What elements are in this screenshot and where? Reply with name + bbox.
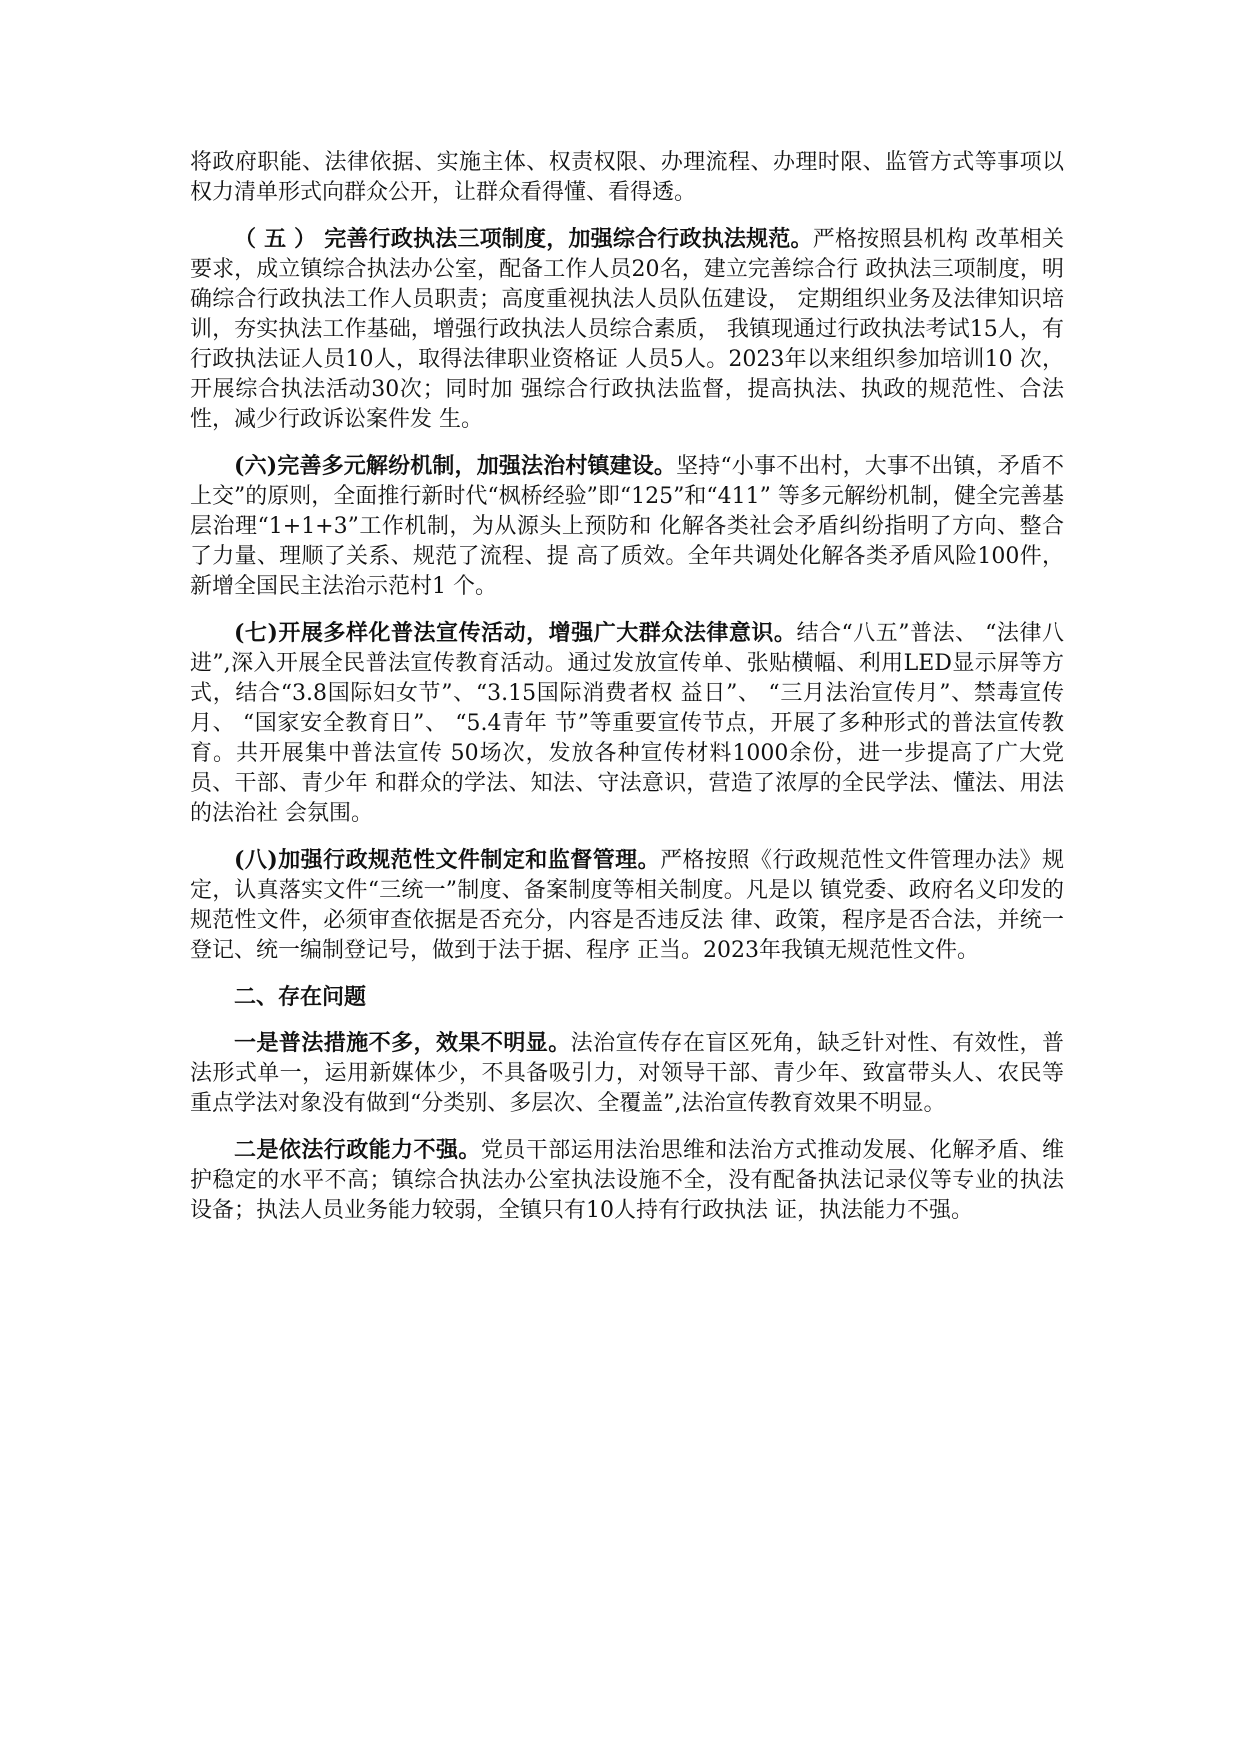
problems-heading: 二、存在问题 bbox=[234, 984, 367, 1010]
document-page bbox=[190, 148, 1064, 1242]
problem-2-paragraph bbox=[190, 1135, 1064, 1226]
section-5-body: 严格按照县机构 改革相关要求，成立镇综合执法办公室，配备工作人员20名，建立完善综合行 政执法三项制度，明确综合行政执法工作人员职责；高度重视执法人员队伍建设， 定期组织业务及法律知识培训，夯实执法工作基础，增强行政执法人员综合素质， 我镇现通过行政执法考试15人，有行政执法证人员10人，取得法律职业资格证 人员5人。2023年以来组织参加培训10 次，开展综合执法活动30次；同时加 强综合行政执法监督，提高执法、执政的规范性、合法性，减少行政诉讼案件发 生。 bbox=[190, 227, 1064, 432]
section-8-lead: (八)加强行政规范性文件制定和监督管理。 bbox=[234, 847, 661, 873]
section-7-body: 结合“八五”普法、 “法律八进”,深入开展全民普法宣传教育活动。通过发放宣传单、张贴横幅、利用LED显示屏等方式，结合“3.8国际妇女节”、“3.15国际消费者权 益日”、 “三月法治宣传月”、禁毒宣传月、 “国家安全教育日”、 “5.4青年 节”等重要宣传节点，开展了多种形式的普法宣传教育。共开展集中普法宣传 50场次，发放各种宣传材料1000余份，进一步提高了广大党员、干部、青少年 和群众的学法、知法、守法意识，营造了浓厚的全民学法、懂法、用法的法治社 会氛围。 bbox=[190, 621, 1064, 826]
section-5-lead: （ 五 ） 完善行政执法三项制度，加强综合行政执法规范。 bbox=[234, 226, 813, 252]
problem-1-lead: 一是普法措施不多，效果不明显。 bbox=[234, 1030, 571, 1056]
problem-1-paragraph bbox=[190, 1028, 1064, 1119]
section-6-body: 坚持“小事不出村，大事不出镇，矛盾不上交”的原则，全面推行新时代“枫桥经验”即“125”和“411” 等多元解纷机制，健全完善基层治理“1+1+3”工作机制，为从源头上预防和 化解各类社会矛盾纠纷指明了方向、整合了力量、理顺了关系、规范了流程、提 高了质效。全年共调处化解各类矛盾风险100件，新增全国民主法治示范村1 个。 bbox=[190, 454, 1064, 599]
problem-1-body: 法治宣传存在盲区死角，缺乏针对性、有效性，普法形式单一，运用新媒体少，不具备吸引力，对领导干部、青少年、致富带头人、农民等重点学法对象没有做到“分类别、多层次、全覆盖”,法治宣传教育效果不明显。 bbox=[190, 1031, 1064, 1116]
section-5-paragraph bbox=[190, 224, 1064, 435]
section-7-paragraph bbox=[190, 618, 1064, 829]
section-6-paragraph bbox=[190, 451, 1064, 602]
section-8-paragraph bbox=[190, 845, 1064, 966]
intro-continuation-text: 将政府职能、法律依据、实施主体、权责权限、办理流程、办理时限、监管方式等事项以权力清单形式向群众公开，让群众看得懂、看得透。 bbox=[190, 150, 1064, 205]
problem-2-body: 党员干部运用法治思维和法治方式推动发展、化解矛盾、维护稳定的水平不高；镇综合执法办公室执法设施不全，没有配备执法记录仪等专业的执法设备；执法人员业务能力较弱，全镇只有10人持有行政执法 证，执法能力不强。 bbox=[190, 1138, 1064, 1223]
problem-2-lead: 二是依法行政能力不强。 bbox=[234, 1137, 481, 1163]
intro-continuation-paragraph bbox=[190, 148, 1064, 208]
section-6-lead: (六)完善多元解纷机制，加强法治村镇建设。 bbox=[234, 453, 677, 479]
section-7-lead: (七)开展多样化普法宣传活动，增强广大群众法律意识。 bbox=[234, 620, 797, 646]
section-8-body: 严格按照《行政规范性文件管理办法》规定，认真落实文件“三统一”制度、备案制度等相关制度。凡是以 镇党委、政府名义印发的规范性文件，必须审查依据是否充分，内容是否违反法 律、政策，程序是否合法，并统一登记、统一编制登记号，做到于法于据、程序 正当。2023年我镇无规范性文件。 bbox=[190, 848, 1064, 963]
